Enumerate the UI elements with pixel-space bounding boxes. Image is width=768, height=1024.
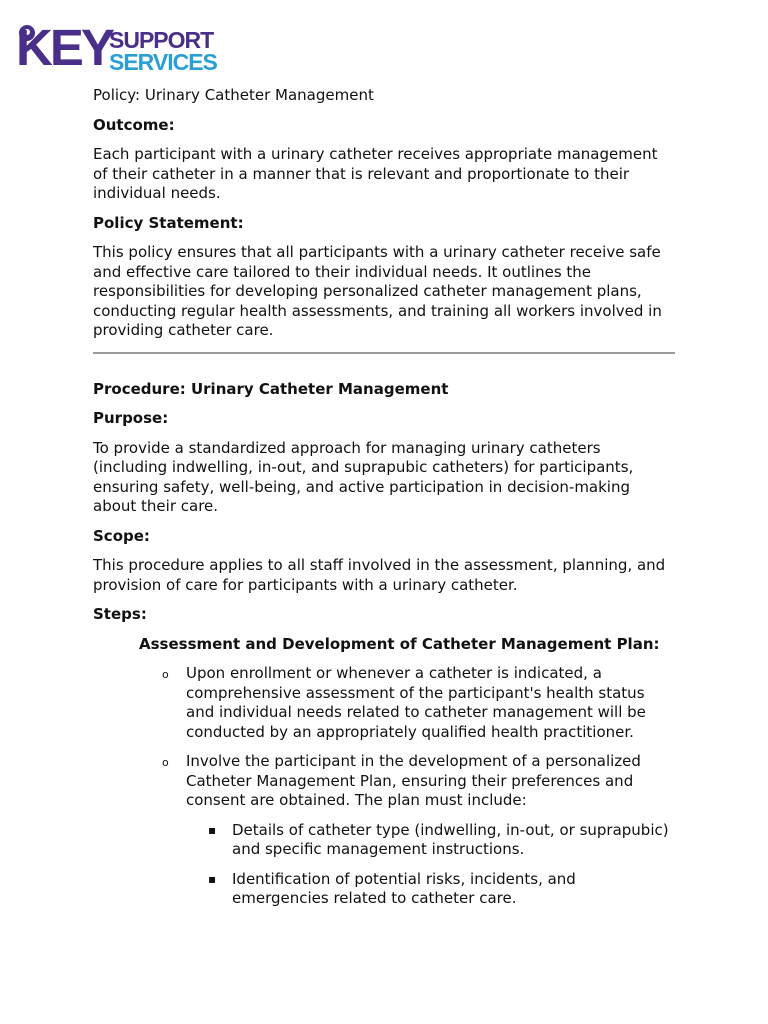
section-divider [93, 352, 675, 354]
sub-bullet-text: Identification of potential risks, incidents, and emergencies related to catheter care. [232, 869, 576, 907]
square-bullet-icon: ▪ [208, 871, 217, 886]
purpose-heading: Purpose: [93, 409, 169, 427]
hollow-bullet-icon: o [162, 756, 169, 769]
sub-bullet-text: Details of catheter type (indwelling, in-out, or suprapubic) and specific management instructions. [232, 820, 669, 858]
policy-title: Policy: Urinary Catheter Management [93, 86, 374, 104]
bullet-text: Involve the participant in the development of a personalized Catheter Management Plan, ensuring their preferences and consent are obtained. The plan must include: [186, 752, 641, 809]
outcome-text: Each participant with a urinary catheter receives appropriate management of their catheter in a manner that is relevant and proportionate to their individual needs. [93, 145, 658, 202]
bullet-text: Upon enrollment or whenever a catheter is indicated, a comprehensive assessment of the participant's health status and individual needs related to catheter management will be conducted by an appropriately qualified health practitioner. [186, 664, 646, 741]
list-item [162, 752, 675, 909]
step1-bullet-list [162, 664, 675, 909]
document-body [93, 86, 675, 909]
step1-heading: Assessment and Development of Catheter Management Plan: [139, 634, 660, 653]
logo-services-text: SERVICES [109, 49, 217, 75]
square-bullet-icon: ▪ [208, 822, 217, 837]
scope-heading: Scope: [93, 526, 150, 545]
scope-text: This procedure applies to all staff involved in the assessment, planning, and provision of care for participants with a urinary catheter. [93, 556, 666, 594]
company-logo [14, 19, 224, 76]
list-item [208, 869, 675, 909]
purpose-text: To provide a standardized approach for managing urinary catheters (including indwelling, in-out, and suprapubic catheters) for participants, ensuring safety, well-being, and active participation in decision-making about their care. [93, 438, 634, 515]
steps-heading: Steps: [93, 605, 147, 623]
list-item [162, 664, 675, 742]
list-item [208, 820, 675, 860]
policy-statement-text: This policy ensures that all participants with a urinary catheter receive safe and effective care tailored to their individual needs. It outlines the responsibilities for developing personalized catheter management plans, conducting regular health assessments, and training all workers involved in providing catheter care. [93, 243, 662, 339]
logo-key-text: KEY [16, 19, 112, 76]
hollow-bullet-icon: o [162, 668, 169, 681]
procedure-title: Procedure: Urinary Catheter Management [93, 379, 449, 398]
plan-requirements-list [208, 820, 675, 909]
policy-statement-heading: Policy Statement: [93, 213, 244, 232]
logo-support-text: SUPPORT [109, 27, 214, 53]
outcome-heading: Outcome: [93, 115, 175, 134]
